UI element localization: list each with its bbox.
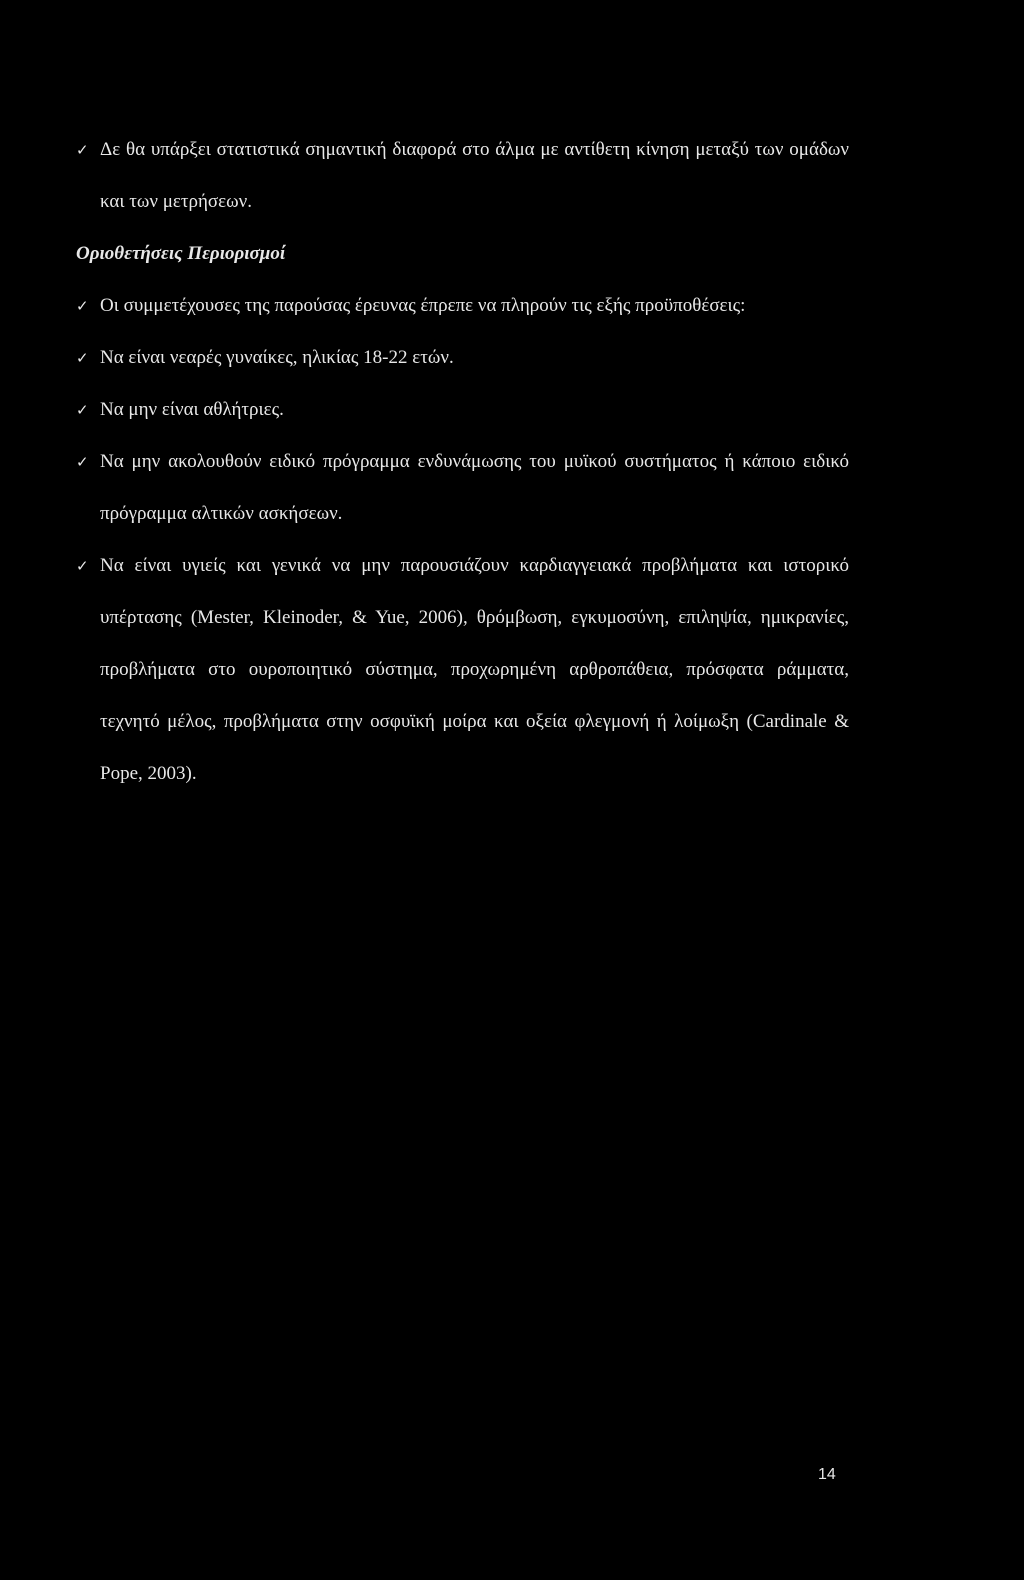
hypothesis-item <box>76 124 849 228</box>
list-item-text: Να μην είναι αθλήτριες. <box>100 399 284 420</box>
list-item-text: Να είναι υγιείς και γενικά να μην παρουσιάζουν καρδιαγγειακά προβλήματα και ιστορικό υπέρτασης (Mester, Kleinoder, & Yue, 2006), θρόμβωση, εγκυμοσύνη, επιληψία, ημικρανίες, προβλήματα στο ουροποιητικό σύστημα, προχωρημένη αρθροπάθεια, πρόσφατα ράμματα, τεχνητό μέλος, προβλήματα στην οσφυϊκή μοίρα και οξεία φλεγμονή ή λοίμωξη (Cardinale & Pope, 2003). <box>100 555 849 784</box>
list-item <box>76 280 849 332</box>
list-item <box>76 332 849 384</box>
section-heading: Οριοθετήσεις Περιορισμοί <box>76 243 286 264</box>
checkmark-icon: ✓ <box>76 401 89 419</box>
checkmark-icon: ✓ <box>76 141 89 159</box>
list-item <box>76 436 849 540</box>
hypothesis-text: Δε θα υπάρξει στατιστικά σημαντική διαφορά στο άλμα με αντίθετη κίνηση μεταξύ των ομάδων και των μετρήσεων. <box>100 139 849 212</box>
list-item-text: Να μην ακολουθούν ειδικό πρόγραμμα ενδυνάμωσης του μυϊκού συστήματος ή κάποιο ειδικό πρόγραμμα αλτικών ασκήσεων. <box>100 451 849 524</box>
checkmark-icon: ✓ <box>76 349 89 367</box>
checkmark-icon: ✓ <box>76 297 89 315</box>
list-item <box>76 540 849 800</box>
checkmark-icon: ✓ <box>76 453 89 471</box>
list-item-text: Οι συμμετέχουσες της παρούσας έρευνας έπρεπε να πληρούν τις εξής προϋποθέσεις: <box>100 295 746 316</box>
page-content <box>76 124 849 800</box>
checkmark-icon: ✓ <box>76 557 89 575</box>
list-item-text: Να είναι νεαρές γυναίκες, ηλικίας 18-22 ετών. <box>100 347 454 368</box>
list-item <box>76 384 849 436</box>
page-number: 14 <box>818 1466 836 1483</box>
